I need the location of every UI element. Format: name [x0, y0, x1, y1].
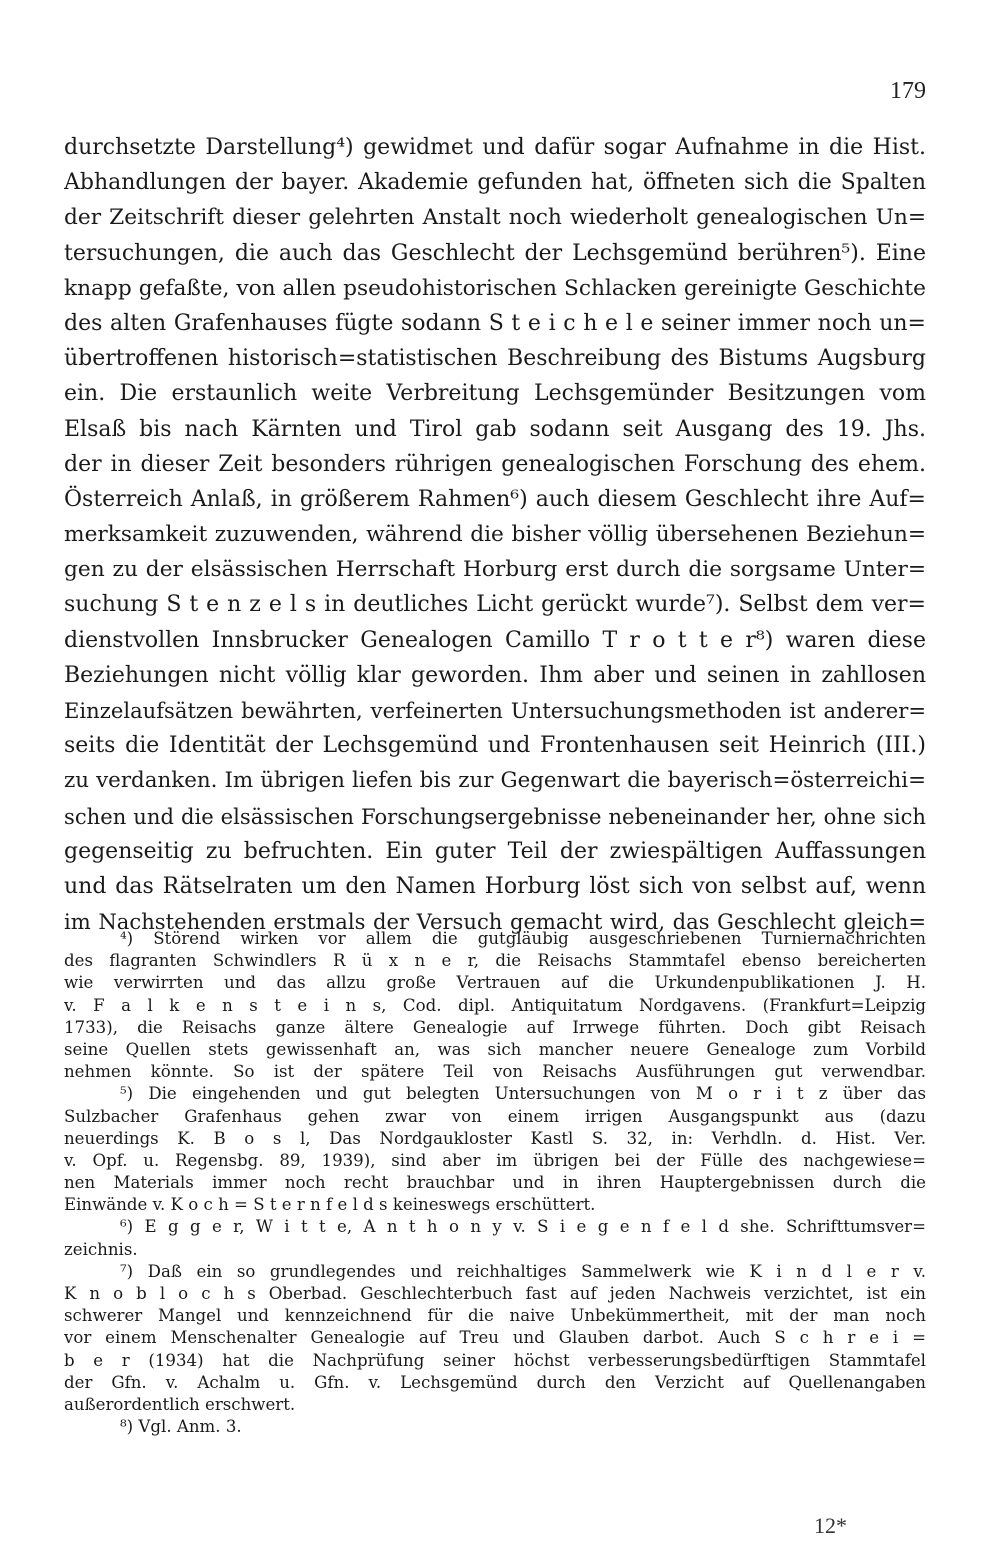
footnote-7-line: ⁷) Daß ein so grundlegendes und reichhaltiges Sammelwerk wie K i n d l e r v. [120, 1261, 926, 1281]
body-line: Elsaß bis nach Kärnten und Tirol gab sodann seit Ausgang des 19. Jhs. [64, 416, 926, 442]
signature-mark: 12* [814, 1513, 847, 1538]
body-line: im Nachstehenden erstmals der Versuch gemacht wird, das Geschlecht gleich= [64, 909, 926, 935]
body-line: suchung S t e n z e l s in deutliches Licht gerückt wurde⁷). Selbst dem ver= [64, 592, 926, 618]
body-line: übertroffenen historisch=statistischen Beschreibung des Bistums Augsburg [64, 346, 926, 372]
body-line: der in dieser Zeit besonders rührigen genealogischen Forschung des ehem. [64, 451, 926, 477]
body-line: Abhandlungen der bayer. Akademie gefunden hat, öffneten sich die Spalten [64, 170, 926, 196]
body-line: gen zu der elsässischen Herrschaft Horburg erst durch die sorgsame Unter= [64, 557, 926, 583]
footnote-7-line: K n o b l o c h s Oberbad. Geschlechterbuch fast auf jeden Nachweis verzichtet, ist ein [64, 1284, 926, 1303]
footnote-4-line: 1733), die Reisachs ganze ältere Genealogie auf Irrwege führten. Doch gibt Reisach [64, 1017, 926, 1037]
body-line: merksamkeit zuzuwenden, während die bisher völlig übersehenen Beziehun= [64, 522, 926, 548]
footnote-5-line: Einwände v. K o c h = S t e r n f e l d s keineswegs erschüttert. [64, 1195, 596, 1215]
body-text [64, 130, 926, 939]
footnote-7-line: vor einem Menschenalter Genealogie auf Treu und Glauben darbot. Auch S c h r e i = [64, 1328, 926, 1348]
footnote-8-line: ⁸) Vgl. Anm. 3. [120, 1417, 242, 1437]
footnote-4-line: des flagranten Schwindlers R ü x n e r, die Reisachs Stammtafel ebenso bereicherten [64, 951, 926, 971]
body-line: des alten Grafenhauses fügte sodann S t e i c h e l e seiner immer noch un= [64, 310, 926, 336]
body-line: knapp gefaßte, von allen pseudohistorischen Schlacken gereinigte Geschichte [64, 275, 926, 301]
body-line: tersuchungen, die auch das Geschlecht der Lechsgemünd berühren⁵). Eine [64, 240, 926, 266]
footnotes [64, 928, 926, 1438]
footnote-5-line: ⁵) Die eingehenden und gut belegten Untersuchungen von M o r i t z über das [120, 1084, 926, 1104]
footnote-5-line: v. Opf. u. Regensbg. 89, 1939), sind aber im übrigen bei der Fülle des nachgewiese= [64, 1150, 926, 1170]
body-line: durchsetzte Darstellung⁴) gewidmet und dafür sogar Aufnahme in die Hist. [64, 135, 926, 160]
body-line: zu verdanken. Im übrigen liefen bis zur Gegenwart die bayerisch=österreichi= [64, 768, 926, 794]
body-line: seits die Identität der Lechsgemünd und Frontenhausen seit Heinrich (III.) [64, 733, 926, 759]
footnote-6-line: zeichnis. [64, 1239, 138, 1259]
footnote-4-line: seine Quellen stets gewissenhaft an, was sich mancher neuere Genealoge zum Vorbild [64, 1039, 926, 1059]
body-line: Österreich Anlaß, in größerem Rahmen⁶) auch diesem Geschlecht ihre Auf= [64, 486, 926, 512]
body-line: ein. Die erstaunlich weite Verbreitung Lechsgemünder Besitzungen vom [64, 381, 926, 407]
footnote-7-line: schwerer Mangel und kennzeichnend für die naive Unbekümmertheit, mit der man noch [64, 1306, 926, 1326]
body-line: dienstvollen Innsbrucker Genealogen Camillo T r o t t e r⁸) waren diese [64, 627, 926, 653]
footnote-4-line: v. F a l k e n s t e i n s, Cod. dipl. Antiquitatum Nordgavens. (Frankfurt=Leipzig [64, 995, 926, 1015]
footnote-4-line: ⁴) Störend wirken vor allem die gutgläubig ausgeschriebenen Turniernachrichten [120, 929, 926, 948]
body-line: schen und die elsässischen Forschungsergebnisse nebeneinander her, ohne sich [64, 803, 926, 829]
body-line: Beziehungen nicht völlig klar geworden. Ihm aber und seinen in zahllosen [64, 662, 926, 688]
body-line: und das Rätselraten um den Namen Horburg löst sich von selbst auf, wenn [64, 873, 926, 899]
footnote-5-line: nen Materials immer noch recht brauchbar und in ihren Hauptergebnissen durch die [64, 1173, 926, 1193]
footnote-7-line: außerordentlich erschwert. [64, 1394, 296, 1414]
page-number: 179 [890, 78, 926, 104]
footnote-5-line: Sulzbacher Grafenhaus gehen zwar von einem irrigen Ausgangspunkt aus (dazu [64, 1106, 926, 1126]
body-line: gegenseitig zu befruchten. Ein guter Teil der zwiespältigen Auffassungen [64, 838, 926, 864]
body-line: Einzelaufsätzen bewährten, verfeinerten Untersuchungsmethoden ist anderer= [64, 698, 926, 723]
body-line: der Zeitschrift dieser gelehrten Anstalt noch wiederholt genealogischen Un= [64, 205, 926, 231]
footnote-4-line: wie verwirrten und das allzu große Vertrauen auf die Urkundenpublikationen J. H. [64, 973, 926, 993]
footnote-7-line: der Gfn. v. Achalm u. Gfn. v. Lechsgemünd durch den Verzicht auf Quellenangaben [64, 1372, 926, 1392]
footnote-4-line: nehmen könnte. So ist der spätere Teil von Reisachs Ausführungen gut verwendbar. [64, 1062, 926, 1082]
footnote-7-line: b e r (1934) hat die Nachprüfung seiner höchst verbesserungsbedürftigen Stammtafel [64, 1350, 926, 1370]
footnote-6-line: ⁶) E g g e r, W i t t e, A n t h o n y v. S i e g e n f e l d she. Schrifttumsver= [120, 1217, 926, 1237]
footnote-5-line: neuerdings K. B o s l, Das Nordgaukloster Kastl S. 32, in: Verhdln. d. Hist. Ver. [64, 1128, 926, 1148]
